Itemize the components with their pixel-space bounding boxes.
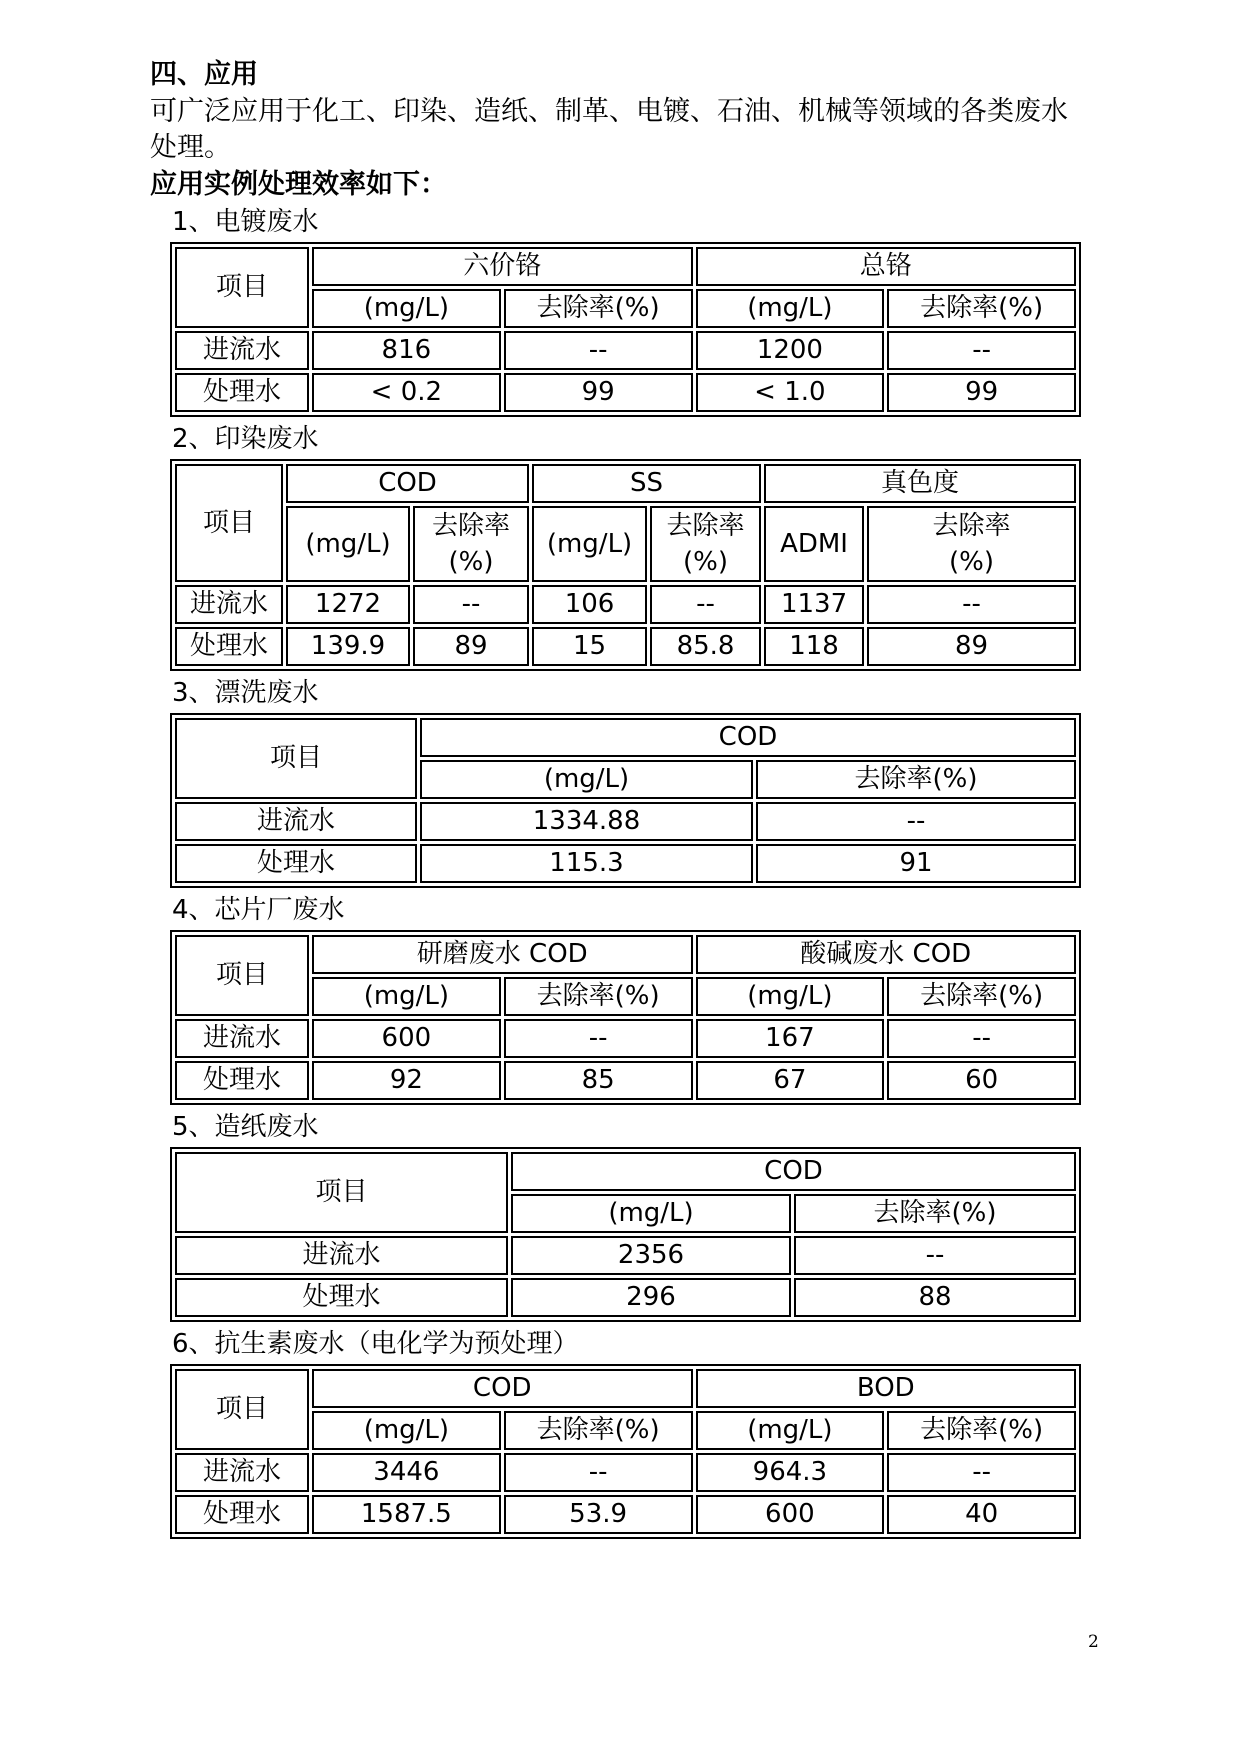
table-cell: 40 — [887, 1495, 1076, 1534]
row-label: 进流水 — [175, 1453, 309, 1492]
table2-caption: 2、印染废水 — [172, 424, 319, 454]
table-cell: -- — [867, 585, 1076, 624]
table-cell: 816 — [312, 331, 501, 370]
table-header-row — [175, 1152, 1076, 1191]
group-header: SS — [532, 464, 761, 503]
intro-paragraph: 可广泛应用于化工、印染、造纸、制革、电镀、石油、机械等领域的各类废水处理。 — [150, 96, 1068, 163]
group-header: 研磨废水 COD — [312, 935, 693, 974]
unit-header: (mg/L) — [532, 506, 647, 582]
table-row — [175, 1061, 1076, 1100]
group-header: 六价铬 — [312, 247, 693, 286]
table5-caption: 5、造纸废水 — [172, 1112, 319, 1142]
removal-header: 去除率(%) — [504, 977, 693, 1016]
table-cell: 1272 — [286, 585, 410, 624]
table-cell: 115.3 — [420, 844, 753, 883]
table-row — [175, 1236, 1076, 1275]
table-cell: 60 — [887, 1061, 1076, 1100]
table-row — [175, 1495, 1076, 1534]
table-cell: 1137 — [764, 585, 864, 624]
table-row — [175, 1019, 1076, 1058]
table-header-row — [175, 464, 1076, 503]
table-cell: -- — [887, 1453, 1076, 1492]
row-label: 处理水 — [175, 1495, 309, 1534]
item-header: 项目 — [175, 718, 417, 799]
item-header: 项目 — [175, 464, 283, 582]
item-header: 项目 — [175, 1369, 309, 1450]
table-row — [175, 373, 1076, 412]
table-cell: 1587.5 — [312, 1495, 501, 1534]
table5-papermaking — [170, 1147, 1081, 1322]
table-cell: 53.9 — [504, 1495, 693, 1534]
table3-rinsing — [170, 713, 1081, 888]
item-header: 项目 — [175, 935, 309, 1016]
unit-header: (mg/L) — [312, 977, 501, 1016]
table-cell: 89 — [413, 627, 529, 666]
table2-dyeing — [170, 459, 1081, 671]
unit-header: (mg/L) — [312, 289, 501, 328]
unit-header: (mg/L) — [420, 760, 753, 799]
row-label: 进流水 — [175, 802, 417, 841]
unit-header: (mg/L) — [312, 1411, 501, 1450]
row-label: 处理水 — [175, 1061, 309, 1100]
row-label: 处理水 — [175, 373, 309, 412]
table-subheader-row — [175, 289, 1076, 328]
group-header: COD — [312, 1369, 693, 1408]
table-cell: 91 — [756, 844, 1076, 883]
table6-caption: 6、抗生素废水（电化学为预处理） — [172, 1329, 579, 1359]
removal-header: 去除率(%) — [887, 1411, 1076, 1450]
group-header: BOD — [696, 1369, 1077, 1408]
row-label: 处理水 — [175, 1278, 508, 1317]
removal-header: 去除率(%) — [756, 760, 1076, 799]
table-cell: 99 — [887, 373, 1076, 412]
group-header: COD — [420, 718, 1076, 757]
group-header: 酸碱废水 COD — [696, 935, 1077, 974]
removal-line1: 去除率 — [666, 511, 745, 541]
table-cell: 118 — [764, 627, 864, 666]
table1-electroplating — [170, 242, 1081, 417]
group-header: 总铬 — [696, 247, 1077, 286]
table-row — [175, 1453, 1076, 1492]
table-cell: 85 — [504, 1061, 693, 1100]
table-cell: 139.9 — [286, 627, 410, 666]
table-cell: 67 — [696, 1061, 885, 1100]
table-cell: 99 — [504, 373, 693, 412]
section-title: 四、应用 — [150, 59, 258, 90]
group-header: COD — [511, 1152, 1076, 1191]
item-header: 项目 — [175, 247, 309, 328]
table-row — [175, 844, 1076, 883]
unit-header: (mg/L) — [696, 289, 885, 328]
removal-line2: (%) — [949, 547, 995, 577]
removal-header: 去除率(%) — [887, 977, 1076, 1016]
table4-caption: 4、芯片厂废水 — [172, 895, 345, 925]
table-cell: 1334.88 — [420, 802, 753, 841]
table-cell: -- — [756, 802, 1076, 841]
table-row — [175, 585, 1076, 624]
table-cell: 85.8 — [650, 627, 761, 666]
removal-header: 去除率(%) — [794, 1194, 1076, 1233]
removal-line1: 去除率 — [932, 511, 1011, 541]
table-subheader-row — [175, 506, 1076, 582]
table-cell: -- — [413, 585, 529, 624]
table-cell: 3446 — [312, 1453, 501, 1492]
examples-title: 应用实例处理效率如下： — [150, 169, 447, 200]
table-cell: -- — [504, 331, 693, 370]
group-header: COD — [286, 464, 529, 503]
unit-header: (mg/L) — [511, 1194, 791, 1233]
removal-header — [650, 506, 761, 582]
row-label: 进流水 — [175, 1236, 508, 1275]
table-header-row — [175, 718, 1076, 757]
row-label: 进流水 — [175, 1019, 309, 1058]
table-cell: 964.3 — [696, 1453, 885, 1492]
table-cell: < 1.0 — [696, 373, 885, 412]
removal-line2: (%) — [448, 547, 494, 577]
removal-line2: (%) — [683, 547, 729, 577]
removal-header — [867, 506, 1076, 582]
table-cell: 2356 — [511, 1236, 791, 1275]
admi-header: ADMI — [764, 506, 864, 582]
table-cell: -- — [504, 1453, 693, 1492]
table-cell: -- — [794, 1236, 1076, 1275]
table-cell: 15 — [532, 627, 647, 666]
table-cell: 600 — [696, 1495, 885, 1534]
removal-header: 去除率(%) — [887, 289, 1076, 328]
table-cell: 106 — [532, 585, 647, 624]
table-subheader-row — [175, 1411, 1076, 1450]
page-number: 2 — [1088, 1632, 1099, 1652]
table-subheader-row — [175, 977, 1076, 1016]
table-cell: -- — [887, 331, 1076, 370]
table-cell: 600 — [312, 1019, 501, 1058]
table-cell: -- — [504, 1019, 693, 1058]
row-label: 进流水 — [175, 331, 309, 370]
unit-header: (mg/L) — [696, 1411, 885, 1450]
table-cell: 88 — [794, 1278, 1076, 1317]
table6-antibiotics — [170, 1364, 1081, 1539]
table-header-row — [175, 935, 1076, 974]
table-cell: -- — [887, 1019, 1076, 1058]
item-header: 项目 — [175, 1152, 508, 1233]
removal-header — [413, 506, 529, 582]
table1-caption: 1、电镀废水 — [172, 207, 319, 237]
table-cell: 1200 — [696, 331, 885, 370]
table-row — [175, 1278, 1076, 1317]
unit-header: (mg/L) — [696, 977, 885, 1016]
group-header: 真色度 — [764, 464, 1076, 503]
unit-header: (mg/L) — [286, 506, 410, 582]
table3-caption: 3、漂洗废水 — [172, 678, 319, 708]
table-cell: 167 — [696, 1019, 885, 1058]
row-label: 处理水 — [175, 627, 283, 666]
table-cell: -- — [650, 585, 761, 624]
table-cell: < 0.2 — [312, 373, 501, 412]
table4-chip-factory — [170, 930, 1081, 1105]
table-row — [175, 802, 1076, 841]
table-header-row — [175, 1369, 1076, 1408]
table-cell: 296 — [511, 1278, 791, 1317]
document-page — [150, 56, 1080, 1543]
table-row — [175, 627, 1076, 666]
table-header-row — [175, 247, 1076, 286]
removal-line1: 去除率 — [432, 511, 511, 541]
row-label: 处理水 — [175, 844, 417, 883]
table-cell: 89 — [867, 627, 1076, 666]
removal-header: 去除率(%) — [504, 1411, 693, 1450]
table-cell: 92 — [312, 1061, 501, 1100]
table-row — [175, 331, 1076, 370]
row-label: 进流水 — [175, 585, 283, 624]
removal-header: 去除率(%) — [504, 289, 693, 328]
